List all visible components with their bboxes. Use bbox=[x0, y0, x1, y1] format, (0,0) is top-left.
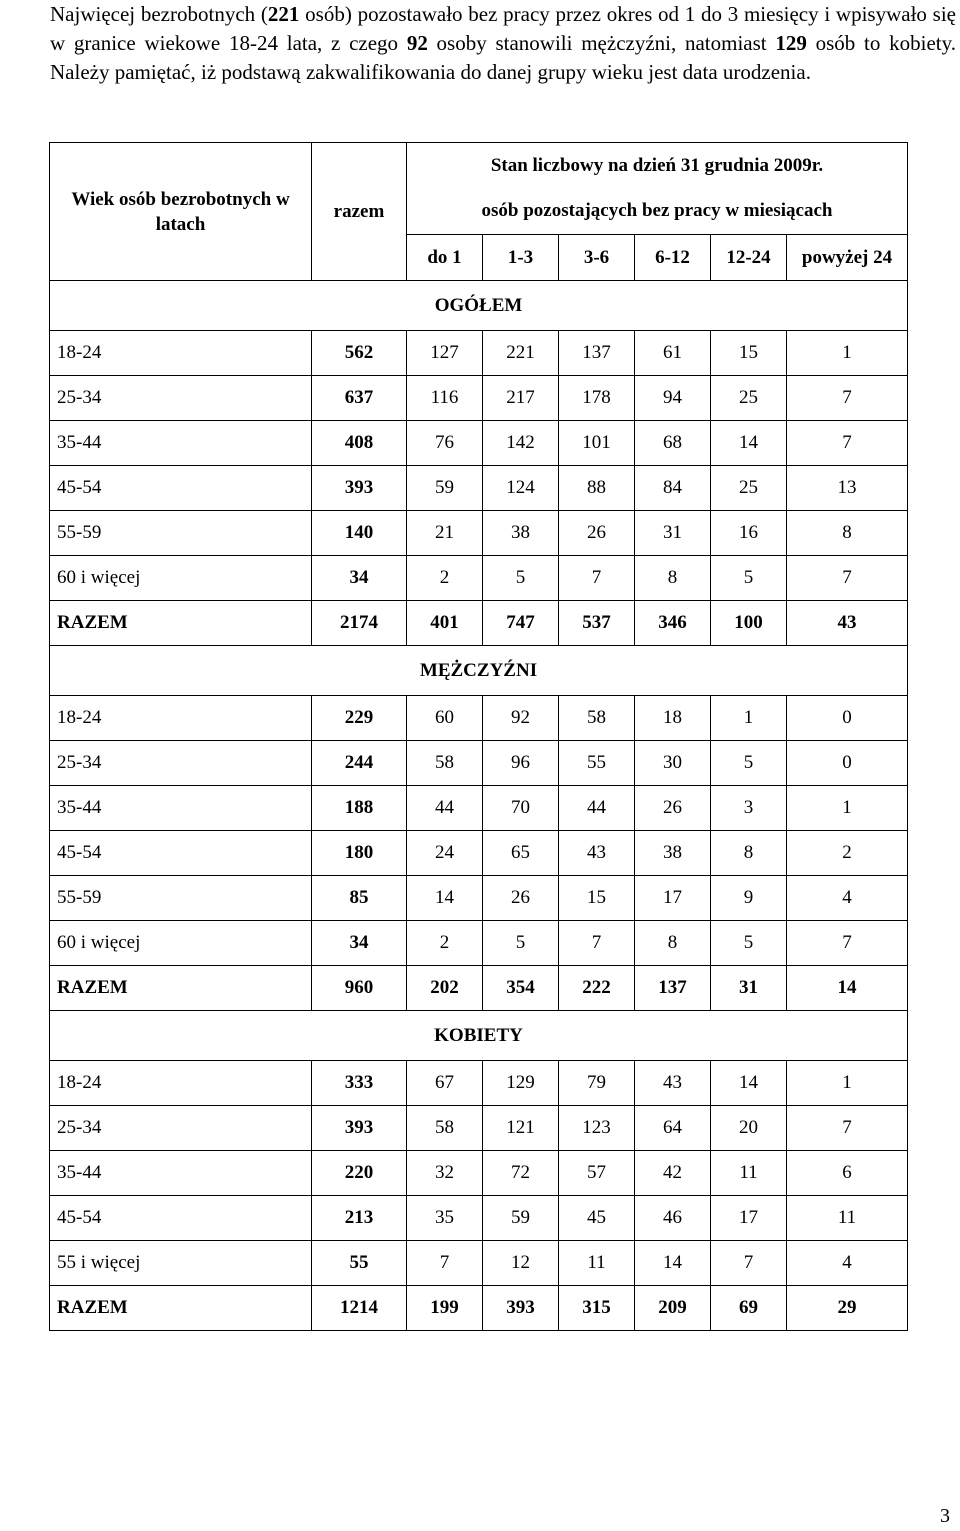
total-cell: 637 bbox=[312, 376, 407, 421]
section-title: OGÓŁEM bbox=[50, 281, 908, 331]
table-row bbox=[50, 556, 908, 601]
total-cell: 1214 bbox=[312, 1286, 407, 1331]
value-cell: 222 bbox=[559, 966, 635, 1011]
value-cell: 84 bbox=[635, 466, 711, 511]
value-cell: 69 bbox=[711, 1286, 787, 1331]
table-body bbox=[50, 143, 908, 1331]
value-cell: 55 bbox=[559, 741, 635, 786]
value-cell: 43 bbox=[787, 601, 908, 646]
section-title: MĘŻCZYŹNI bbox=[50, 646, 908, 696]
intro-text-2: osób) pozostawało bez pracy przez okres od 1 do 3 miesięcy i wpisywało się w granice wiekowe 18-24 lata, z czego bbox=[50, 2, 956, 55]
table-row bbox=[50, 1061, 908, 1106]
value-cell: 46 bbox=[635, 1196, 711, 1241]
value-cell: 124 bbox=[483, 466, 559, 511]
value-cell: 16 bbox=[711, 511, 787, 556]
month-column-header: do 1 bbox=[407, 235, 483, 281]
value-cell: 76 bbox=[407, 421, 483, 466]
value-cell: 45 bbox=[559, 1196, 635, 1241]
value-cell: 88 bbox=[559, 466, 635, 511]
value-cell: 8 bbox=[635, 556, 711, 601]
value-cell: 21 bbox=[407, 511, 483, 556]
value-cell: 18 bbox=[635, 696, 711, 741]
value-cell: 60 bbox=[407, 696, 483, 741]
total-cell: 393 bbox=[312, 466, 407, 511]
value-cell: 2 bbox=[407, 556, 483, 601]
total-cell: 188 bbox=[312, 786, 407, 831]
intro-bold-1: 221 bbox=[267, 2, 300, 26]
value-cell: 6 bbox=[787, 1151, 908, 1196]
value-cell: 11 bbox=[559, 1241, 635, 1286]
age-group-cell: 35-44 bbox=[50, 421, 312, 466]
value-cell: 393 bbox=[483, 1286, 559, 1331]
value-cell: 4 bbox=[787, 1241, 908, 1286]
value-cell: 96 bbox=[483, 741, 559, 786]
value-cell: 346 bbox=[635, 601, 711, 646]
value-cell: 747 bbox=[483, 601, 559, 646]
value-cell: 61 bbox=[635, 331, 711, 376]
value-cell: 1 bbox=[787, 331, 908, 376]
total-column-header: razem bbox=[312, 143, 407, 281]
value-cell: 30 bbox=[635, 741, 711, 786]
total-cell: 213 bbox=[312, 1196, 407, 1241]
value-cell: 123 bbox=[559, 1106, 635, 1151]
value-cell: 11 bbox=[787, 1196, 908, 1241]
age-group-cell: RAZEM bbox=[50, 601, 312, 646]
value-cell: 70 bbox=[483, 786, 559, 831]
month-column-header: powyżej 24 bbox=[787, 235, 908, 281]
value-cell: 7 bbox=[787, 921, 908, 966]
value-cell: 94 bbox=[635, 376, 711, 421]
value-cell: 42 bbox=[635, 1151, 711, 1196]
value-cell: 7 bbox=[407, 1241, 483, 1286]
age-group-cell: 18-24 bbox=[50, 696, 312, 741]
value-cell: 199 bbox=[407, 1286, 483, 1331]
value-cell: 7 bbox=[787, 376, 908, 421]
value-cell: 3 bbox=[711, 786, 787, 831]
value-cell: 72 bbox=[483, 1151, 559, 1196]
total-cell: 34 bbox=[312, 556, 407, 601]
value-cell: 14 bbox=[711, 421, 787, 466]
intro-text-4: osób to kobiety. Należy pamiętać, iż podstawą zakwalifikowania do danej grupy wieku jest data urodzenia. bbox=[50, 31, 956, 84]
value-cell: 5 bbox=[711, 741, 787, 786]
month-column-header: 6-12 bbox=[635, 235, 711, 281]
value-cell: 92 bbox=[483, 696, 559, 741]
value-cell: 2 bbox=[787, 831, 908, 876]
intro-paragraph bbox=[50, 0, 956, 87]
value-cell: 14 bbox=[407, 876, 483, 921]
value-cell: 17 bbox=[711, 1196, 787, 1241]
value-cell: 31 bbox=[635, 511, 711, 556]
table-row bbox=[50, 1106, 908, 1151]
value-cell: 2 bbox=[407, 921, 483, 966]
value-cell: 35 bbox=[407, 1196, 483, 1241]
value-cell: 43 bbox=[559, 831, 635, 876]
total-cell: 229 bbox=[312, 696, 407, 741]
value-cell: 100 bbox=[711, 601, 787, 646]
table-row bbox=[50, 786, 908, 831]
total-cell: 333 bbox=[312, 1061, 407, 1106]
value-cell: 32 bbox=[407, 1151, 483, 1196]
value-cell: 25 bbox=[711, 466, 787, 511]
value-cell: 44 bbox=[407, 786, 483, 831]
value-cell: 137 bbox=[559, 331, 635, 376]
age-group-cell: 25-34 bbox=[50, 1106, 312, 1151]
value-cell: 25 bbox=[711, 376, 787, 421]
total-cell: 55 bbox=[312, 1241, 407, 1286]
total-cell: 180 bbox=[312, 831, 407, 876]
value-cell: 5 bbox=[483, 556, 559, 601]
months-header: osób pozostających bez pracy w miesiącach bbox=[407, 189, 908, 235]
value-cell: 8 bbox=[711, 831, 787, 876]
value-cell: 26 bbox=[635, 786, 711, 831]
age-group-cell: 55 i więcej bbox=[50, 1241, 312, 1286]
section-row bbox=[50, 646, 908, 696]
table-row bbox=[50, 1241, 908, 1286]
table-row bbox=[50, 1151, 908, 1196]
header-row-1 bbox=[50, 143, 908, 189]
total-cell: 220 bbox=[312, 1151, 407, 1196]
unemployment-table bbox=[49, 142, 908, 1331]
value-cell: 5 bbox=[711, 921, 787, 966]
age-group-cell: 45-54 bbox=[50, 831, 312, 876]
value-cell: 101 bbox=[559, 421, 635, 466]
age-group-cell: 35-44 bbox=[50, 1151, 312, 1196]
value-cell: 59 bbox=[483, 1196, 559, 1241]
age-column-header: Wiek osób bezrobotnych w latach bbox=[50, 143, 312, 281]
section-row bbox=[50, 281, 908, 331]
table-row bbox=[50, 466, 908, 511]
value-cell: 7 bbox=[559, 556, 635, 601]
total-cell: 85 bbox=[312, 876, 407, 921]
value-cell: 7 bbox=[787, 1106, 908, 1151]
age-group-cell: RAZEM bbox=[50, 1286, 312, 1331]
value-cell: 315 bbox=[559, 1286, 635, 1331]
value-cell: 217 bbox=[483, 376, 559, 421]
total-cell: 408 bbox=[312, 421, 407, 466]
table-row bbox=[50, 421, 908, 466]
age-group-cell: 55-59 bbox=[50, 511, 312, 556]
value-cell: 221 bbox=[483, 331, 559, 376]
total-row bbox=[50, 601, 908, 646]
value-cell: 58 bbox=[559, 696, 635, 741]
total-cell: 2174 bbox=[312, 601, 407, 646]
value-cell: 26 bbox=[483, 876, 559, 921]
total-row bbox=[50, 1286, 908, 1331]
value-cell: 24 bbox=[407, 831, 483, 876]
value-cell: 537 bbox=[559, 601, 635, 646]
month-column-header: 12-24 bbox=[711, 235, 787, 281]
age-group-cell: 25-34 bbox=[50, 376, 312, 421]
value-cell: 38 bbox=[635, 831, 711, 876]
total-cell: 562 bbox=[312, 331, 407, 376]
value-cell: 65 bbox=[483, 831, 559, 876]
table-row bbox=[50, 876, 908, 921]
value-cell: 116 bbox=[407, 376, 483, 421]
intro-text-1: Najwięcej bezrobotnych ( bbox=[50, 2, 268, 26]
value-cell: 142 bbox=[483, 421, 559, 466]
value-cell: 129 bbox=[483, 1061, 559, 1106]
table-row bbox=[50, 741, 908, 786]
value-cell: 43 bbox=[635, 1061, 711, 1106]
value-cell: 7 bbox=[711, 1241, 787, 1286]
month-column-header: 3-6 bbox=[559, 235, 635, 281]
value-cell: 13 bbox=[787, 466, 908, 511]
table-row bbox=[50, 921, 908, 966]
value-cell: 5 bbox=[711, 556, 787, 601]
value-cell: 1 bbox=[787, 786, 908, 831]
value-cell: 1 bbox=[787, 1061, 908, 1106]
total-cell: 960 bbox=[312, 966, 407, 1011]
value-cell: 58 bbox=[407, 1106, 483, 1151]
intro-bold-3: 129 bbox=[775, 31, 807, 55]
value-cell: 4 bbox=[787, 876, 908, 921]
value-cell: 8 bbox=[635, 921, 711, 966]
value-cell: 7 bbox=[787, 556, 908, 601]
value-cell: 64 bbox=[635, 1106, 711, 1151]
value-cell: 20 bbox=[711, 1106, 787, 1151]
value-cell: 137 bbox=[635, 966, 711, 1011]
table-row bbox=[50, 511, 908, 556]
table-row bbox=[50, 696, 908, 741]
value-cell: 7 bbox=[787, 421, 908, 466]
value-cell: 209 bbox=[635, 1286, 711, 1331]
age-group-cell: 55-59 bbox=[50, 876, 312, 921]
value-cell: 5 bbox=[483, 921, 559, 966]
value-cell: 14 bbox=[787, 966, 908, 1011]
value-cell: 0 bbox=[787, 696, 908, 741]
value-cell: 7 bbox=[559, 921, 635, 966]
section-title: KOBIETY bbox=[50, 1011, 908, 1061]
value-cell: 58 bbox=[407, 741, 483, 786]
table-row bbox=[50, 376, 908, 421]
total-cell: 140 bbox=[312, 511, 407, 556]
intro-bold-2: 92 bbox=[406, 31, 428, 55]
page-number: 3 bbox=[940, 1505, 950, 1527]
value-cell: 15 bbox=[711, 331, 787, 376]
value-cell: 15 bbox=[559, 876, 635, 921]
value-cell: 14 bbox=[635, 1241, 711, 1286]
age-group-cell: 25-34 bbox=[50, 741, 312, 786]
age-group-cell: 60 i więcej bbox=[50, 921, 312, 966]
intro-text-3: osoby stanowili mężczyźni, natomiast bbox=[427, 31, 776, 55]
value-cell: 26 bbox=[559, 511, 635, 556]
month-column-header: 1-3 bbox=[483, 235, 559, 281]
value-cell: 401 bbox=[407, 601, 483, 646]
value-cell: 29 bbox=[787, 1286, 908, 1331]
age-group-cell: 45-54 bbox=[50, 466, 312, 511]
value-cell: 57 bbox=[559, 1151, 635, 1196]
value-cell: 44 bbox=[559, 786, 635, 831]
value-cell: 8 bbox=[787, 511, 908, 556]
age-group-cell: 18-24 bbox=[50, 331, 312, 376]
value-cell: 9 bbox=[711, 876, 787, 921]
value-cell: 202 bbox=[407, 966, 483, 1011]
value-cell: 354 bbox=[483, 966, 559, 1011]
value-cell: 178 bbox=[559, 376, 635, 421]
value-cell: 1 bbox=[711, 696, 787, 741]
value-cell: 0 bbox=[787, 741, 908, 786]
value-cell: 121 bbox=[483, 1106, 559, 1151]
value-cell: 79 bbox=[559, 1061, 635, 1106]
age-group-cell: 18-24 bbox=[50, 1061, 312, 1106]
state-date-header: Stan liczbowy na dzień 31 grudnia 2009r. bbox=[407, 143, 908, 189]
value-cell: 11 bbox=[711, 1151, 787, 1196]
total-cell: 34 bbox=[312, 921, 407, 966]
value-cell: 12 bbox=[483, 1241, 559, 1286]
age-group-cell: 45-54 bbox=[50, 1196, 312, 1241]
total-cell: 393 bbox=[312, 1106, 407, 1151]
total-row bbox=[50, 966, 908, 1011]
value-cell: 67 bbox=[407, 1061, 483, 1106]
age-group-cell: RAZEM bbox=[50, 966, 312, 1011]
table-row bbox=[50, 331, 908, 376]
value-cell: 31 bbox=[711, 966, 787, 1011]
value-cell: 59 bbox=[407, 466, 483, 511]
value-cell: 68 bbox=[635, 421, 711, 466]
value-cell: 38 bbox=[483, 511, 559, 556]
section-row bbox=[50, 1011, 908, 1061]
table-row bbox=[50, 831, 908, 876]
value-cell: 14 bbox=[711, 1061, 787, 1106]
value-cell: 17 bbox=[635, 876, 711, 921]
total-cell: 244 bbox=[312, 741, 407, 786]
table-row bbox=[50, 1196, 908, 1241]
age-group-cell: 60 i więcej bbox=[50, 556, 312, 601]
value-cell: 127 bbox=[407, 331, 483, 376]
age-group-cell: 35-44 bbox=[50, 786, 312, 831]
